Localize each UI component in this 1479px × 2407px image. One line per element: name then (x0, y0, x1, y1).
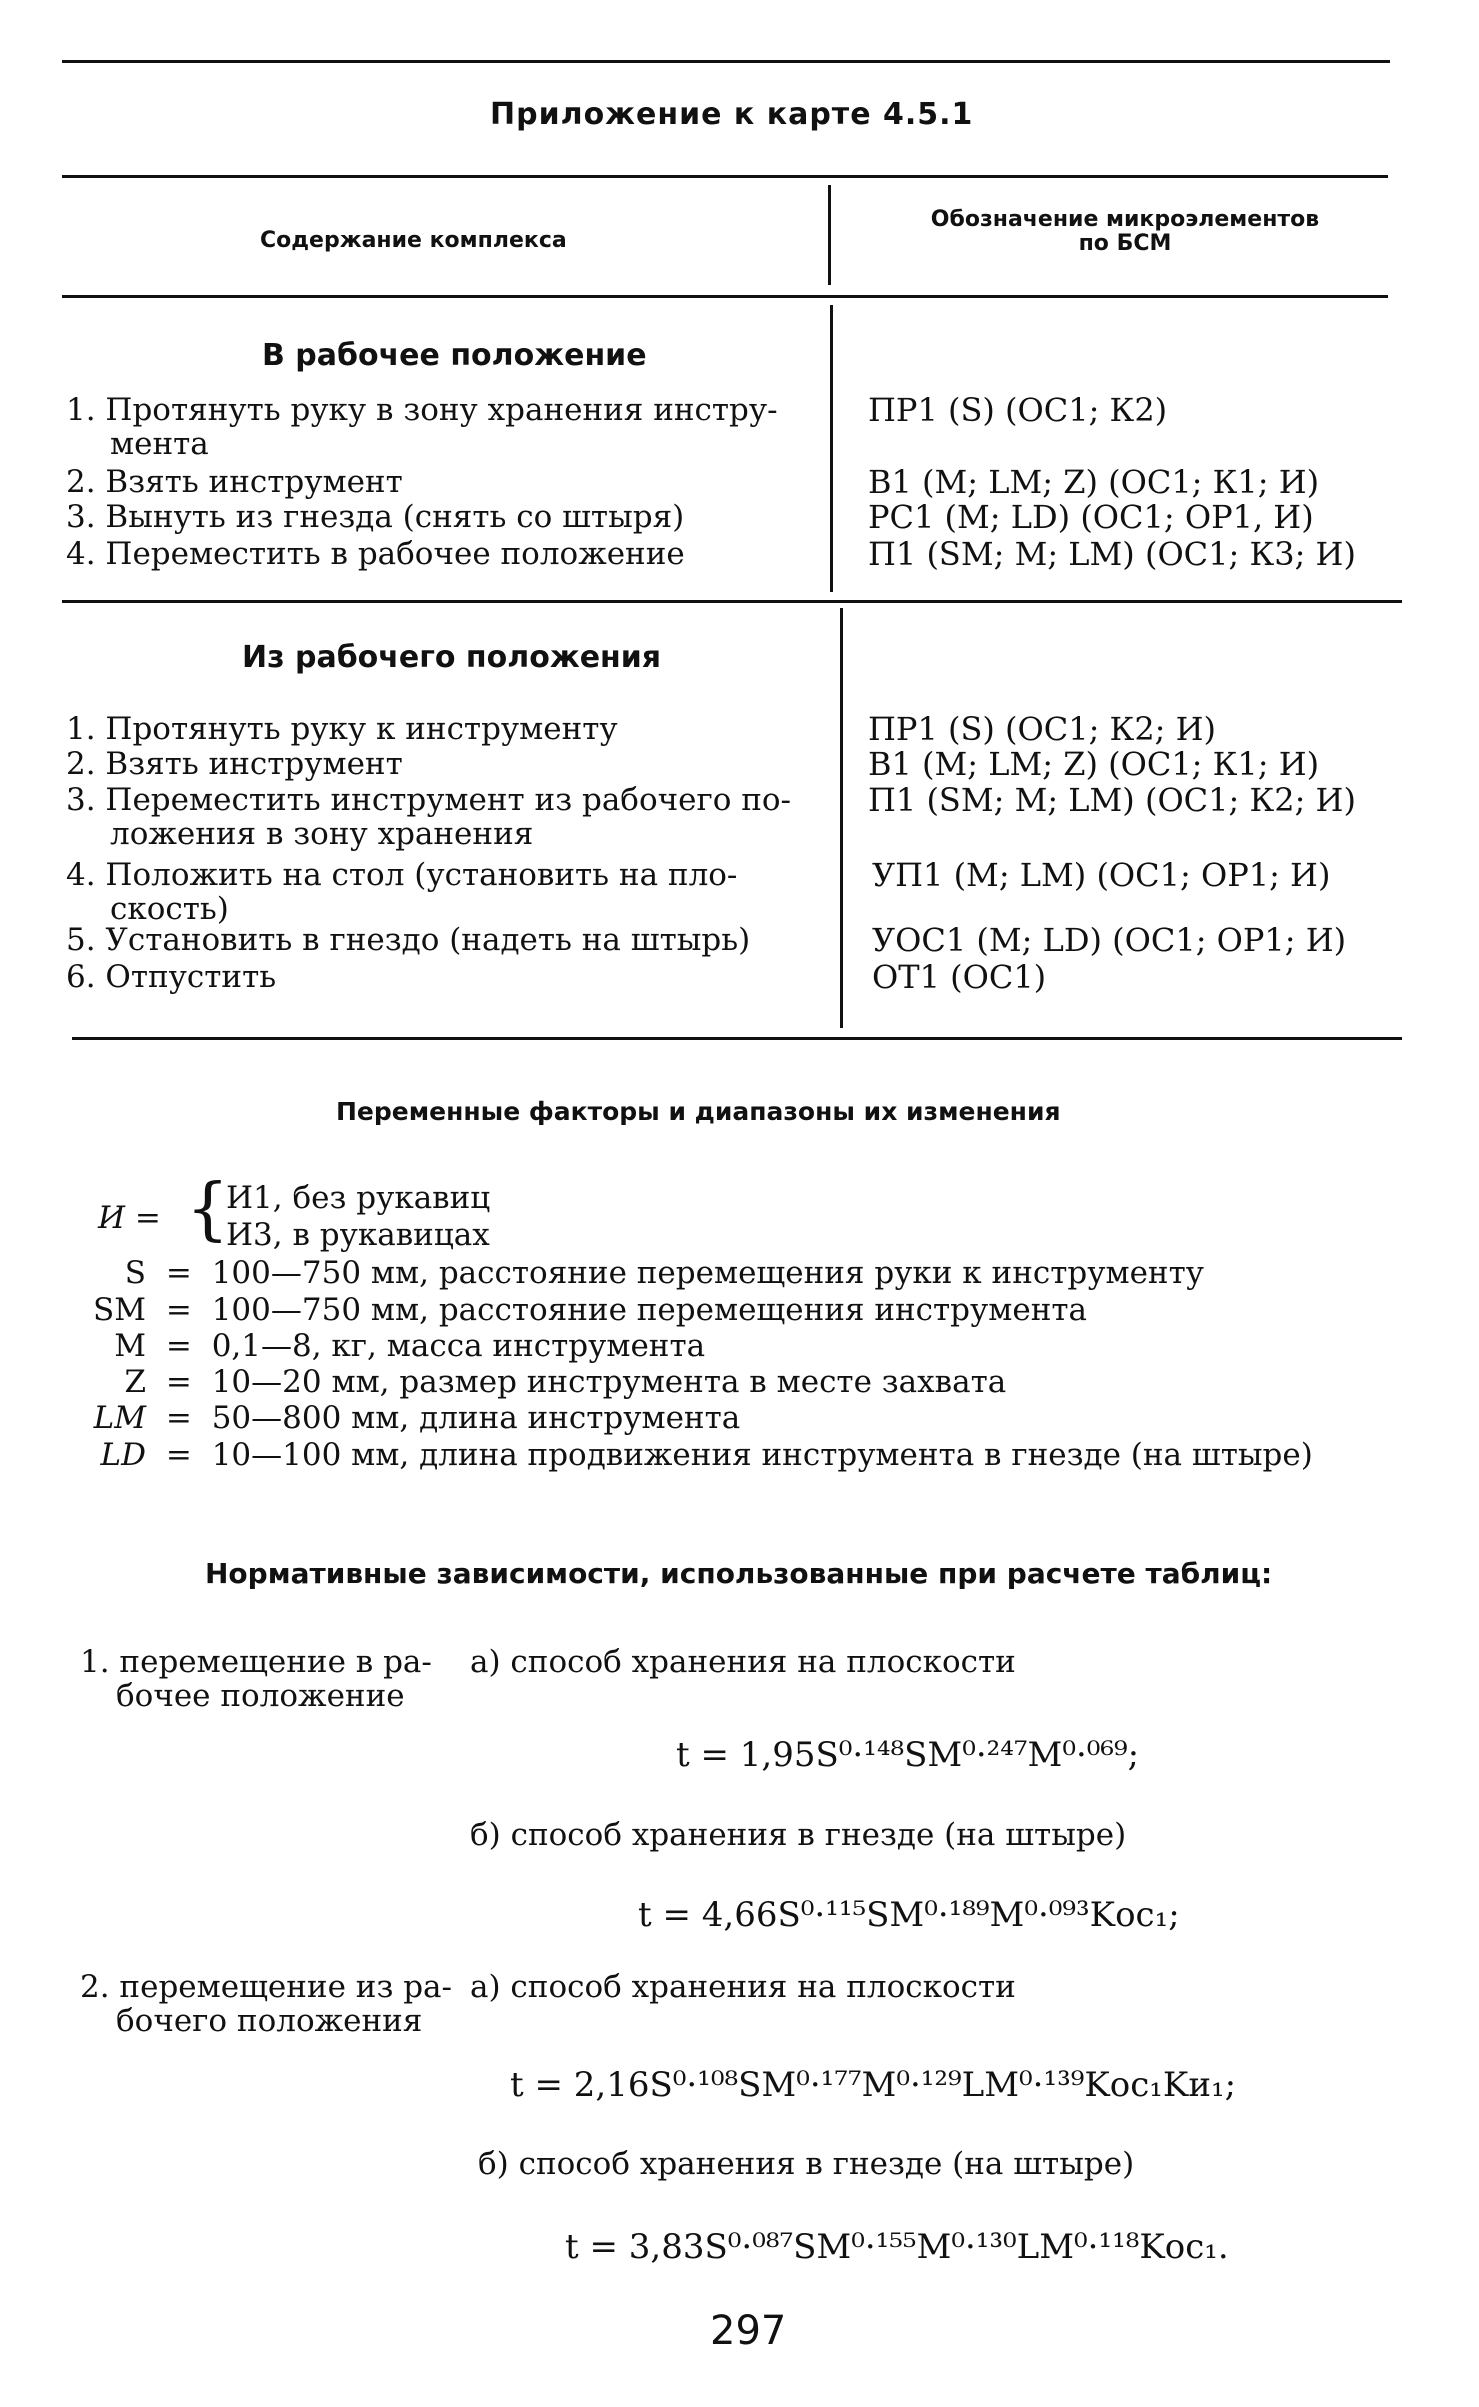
var-desc: 100—750 мм, расстояние перемещения инструмента (211, 1292, 1087, 1328)
var-symbol: LM (93, 1400, 146, 1436)
var-row (76, 1328, 1406, 1364)
var-desc: 10—100 мм, длина продвижения инструмента в гнезде (на штыре) (211, 1437, 1313, 1473)
group2-step1-code: ПР1 (S) (ОС1; К2; И) (868, 710, 1217, 748)
var-row (76, 1437, 1406, 1473)
var-row (76, 1364, 1406, 1400)
group2-step1: 1. Протянуть руку к инструменту (66, 711, 618, 747)
var-eq: = (165, 1400, 192, 1436)
var-eq: = (165, 1255, 192, 1291)
column-header-designation-line2: по БСМ (1078, 231, 1172, 256)
dependency1-option-a: а) способ хранения на плоскости (470, 1644, 1016, 1680)
dependency2-formula-a: t = 2,16S⁰·¹⁰⁸SM⁰·¹⁷⁷M⁰·¹²⁹LM⁰·¹³⁹Kос₁Kи₁; (510, 2065, 1237, 2105)
group2-step5: 5. Установить в гнездо (надеть на штырь) (66, 922, 751, 958)
dependency2-label-line2: бочего положения (116, 2003, 423, 2039)
group1-step4: 4. Переместить в рабочее положение (66, 536, 685, 572)
var-desc: 0,1—8, кг, масса инструмента (211, 1328, 706, 1364)
table-bottom-rule (72, 1037, 1402, 1040)
dependency2-formula-b: t = 3,83S⁰·⁰⁸⁷SM⁰·¹⁵⁵M⁰·¹³⁰LM⁰·¹¹⁸Kос₁. (565, 2227, 1229, 2267)
dependencies-title: Нормативные зависимости, использованные при расчете таблиц: (205, 1557, 1273, 1590)
page-number: 297 (710, 2308, 787, 2354)
var-eq: = (165, 1364, 192, 1400)
group1-step2-code: В1 (M; LM; Z) (ОС1; К1; И) (868, 463, 1320, 501)
var-symbol: M (114, 1328, 146, 1364)
group2-step3-line1: 3. Переместить инструмент из рабочего по- (66, 782, 792, 818)
group-divider-rule (62, 600, 1402, 603)
top-rule (62, 60, 1390, 63)
group2-step4-code: УП1 (M; LM) (ОС1; ОР1; И) (872, 856, 1331, 894)
group1-step3-code: РС1 (M; LD) (ОС1; ОР1, И) (868, 498, 1314, 536)
var-symbol: Z (124, 1364, 146, 1400)
group2-step4 (66, 858, 737, 926)
dependency2-option-a: а) способ хранения на плоскости (470, 1969, 1016, 2005)
group1-step1-code: ПР1 (S) (ОС1; К2) (868, 391, 1168, 429)
variables-title: Переменные факторы и диапазоны их изменения (336, 1097, 1061, 1126)
group-title-to-working-position: В рабочее положение (262, 338, 647, 373)
var-i-brace: { (186, 1170, 230, 1249)
dependency1-label (80, 1645, 432, 1713)
dependency1-formula-a: t = 1,95S⁰·¹⁴⁸SM⁰·²⁴⁷M⁰·⁰⁶⁹; (676, 1735, 1140, 1775)
var-desc: 50—800 мм, длина инструмента (211, 1400, 741, 1436)
var-eq: = (165, 1292, 192, 1328)
column-divider-group1 (830, 305, 833, 592)
var-i-option1: И1, без рукавиц (226, 1180, 491, 1216)
group1-step1 (66, 393, 778, 461)
column-divider-group2 (840, 608, 843, 1028)
var-i-symbol: И = (98, 1200, 161, 1236)
var-row (76, 1292, 1406, 1328)
dependency1-label-line1: 1. перемещение в ра- (80, 1644, 432, 1680)
group2-step3 (66, 783, 791, 851)
column-header-designation (895, 208, 1355, 256)
group2-step4-line1: 4. Положить на стол (установить на пло- (66, 857, 738, 893)
dependency2-label (80, 1970, 452, 2038)
dependency1-option-b: б) способ хранения в гнезде (на штыре) (470, 1817, 1127, 1853)
group1-step4-code: П1 (SM; M; LM) (ОС1; К3; И) (868, 535, 1356, 573)
group2-step3-code: П1 (SM; M; LM) (ОС1; К2; И) (868, 781, 1356, 819)
var-eq: = (165, 1437, 192, 1473)
group2-step2-code: В1 (M; LM; Z) (ОС1; К1; И) (868, 745, 1320, 783)
dependency2-option-b: б) способ хранения в гнезде (на штыре) (478, 2146, 1135, 2182)
appendix-title: Приложение к карте 4.5.1 (490, 97, 974, 132)
dependency1-formula-b: t = 4,66S⁰·¹¹⁵SM⁰·¹⁸⁹M⁰·⁰⁹³Kос₁; (638, 1895, 1180, 1935)
group2-step6: 6. Отпустить (66, 959, 277, 995)
var-symbol: LD (100, 1437, 146, 1473)
var-row (76, 1400, 1406, 1436)
dependency2-label-line1: 2. перемещение из ра- (80, 1969, 452, 2005)
group2-step2: 2. Взять инструмент (66, 746, 403, 782)
group2-step5-code: УОС1 (M; LD) (ОС1; ОР1; И) (872, 921, 1347, 959)
var-eq: = (165, 1328, 192, 1364)
group1-step2: 2. Взять инструмент (66, 464, 403, 500)
column-header-content: Содержание комплекса (260, 228, 567, 253)
group2-step3-line2: ложения в зону хранения (110, 816, 534, 852)
group1-step3: 3. Вынуть из гнезда (снять со штыря) (66, 499, 685, 535)
group-title-from-working-position: Из рабочего положения (242, 640, 662, 675)
table-header-rule (62, 295, 1388, 298)
table-top-rule (62, 175, 1388, 178)
var-i-option2: И3, в рукавицах (226, 1217, 490, 1253)
var-symbol: S (124, 1255, 146, 1291)
group1-step1-line1: 1. Протянуть руку в зону хранения инстру- (66, 392, 778, 428)
var-desc: 10—20 мм, размер инструмента в месте захвата (211, 1364, 1007, 1400)
column-divider-header (828, 185, 831, 285)
var-desc: 100—750 мм, расстояние перемещения руки к инструменту (211, 1255, 1204, 1291)
group2-step6-code: ОТ1 (ОС1) (872, 958, 1047, 996)
group1-step1-line2: мента (110, 426, 209, 462)
var-symbol: SM (93, 1292, 146, 1328)
column-header-designation-line1: Обозначение микроэлементов (930, 207, 1320, 232)
dependency1-label-line2: бочее положение (116, 1678, 405, 1714)
var-row (76, 1255, 1406, 1291)
group2-step4-line2: скость) (110, 891, 229, 927)
